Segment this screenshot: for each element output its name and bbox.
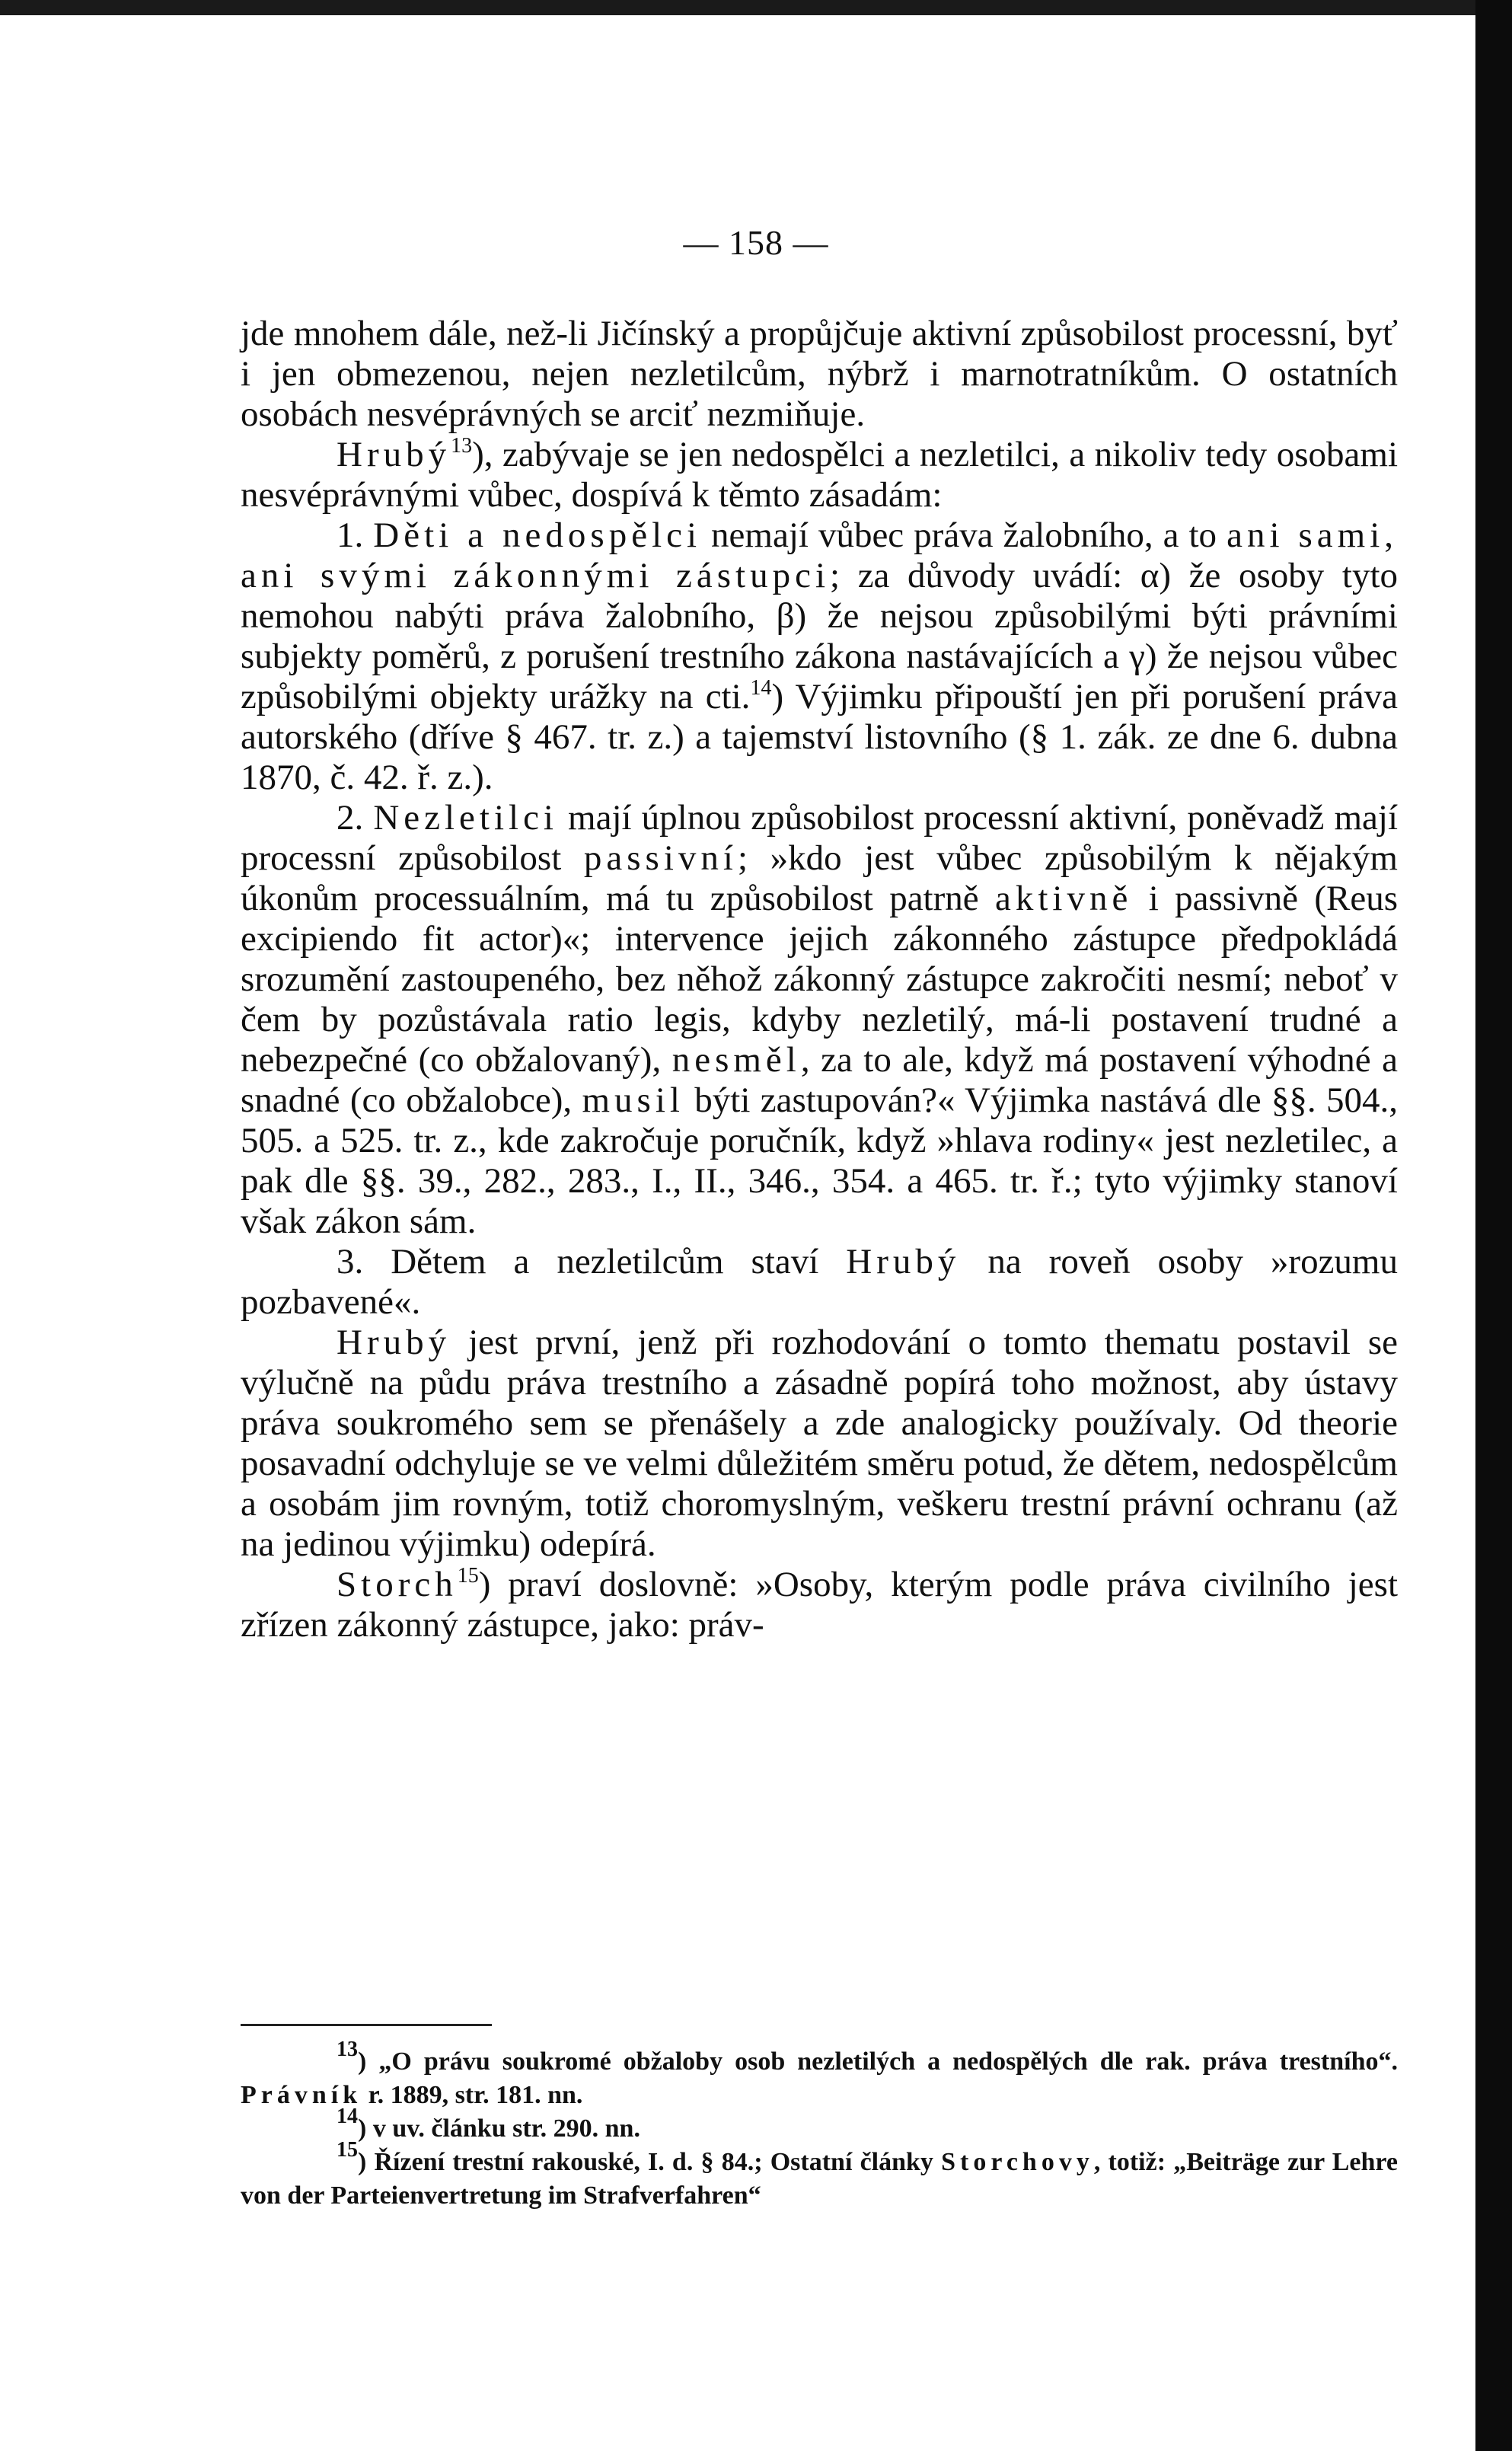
footnote-mark: 14: [337, 2105, 358, 2128]
footnote-mark: 13: [337, 2038, 358, 2061]
emphasis: Děti a nedospělci: [373, 515, 702, 555]
scan-top-edge: [0, 0, 1512, 15]
footnote-ref[interactable]: 13: [451, 434, 473, 458]
paragraph-text: ; za důvody uvádí: α) že osoby tyto nemohou nabýti práva žalobního, β) že nejsou způsobilými býti právními subjekty poměrů, z porušení trestního zákona nastávajících a γ) že nejsou vůbec způsobilými objekty urážky na cti.: [241, 556, 1398, 716]
paragraph-5: [241, 1242, 1398, 1323]
paragraph-text: ; »kdo jest vůbec způsobilým k nějakým úkonům processuálním, má tu způsobilost patrně: [241, 838, 1398, 918]
emphasis: ani sami, ani svými zákonnými zástupci: [241, 515, 1399, 595]
emphasis: Nezletilci: [373, 798, 558, 838]
scan-right-edge: [1475, 0, 1512, 2451]
emphasis: Právník: [241, 2081, 362, 2109]
paragraph-text: na roveň osoby »rozumu pozbavené«.: [241, 1242, 1398, 1322]
footnote-text: r. 1889, str. 181. nn.: [362, 2081, 583, 2109]
paragraph-4: [241, 798, 1398, 1242]
author-name: Hrubý: [337, 1323, 451, 1362]
main-text: [241, 314, 1398, 1645]
author-name: Storch: [337, 1565, 458, 1604]
paragraph-text: jest první, jenž při rozhodování o tomto thematu postavil se výlučně na půdu práva trestního a zásadně popírá toho možnost, aby ústavy práva soukromého sem se přenášely a zde analogicky používaly. Od theorie posavadní odchyluje se ve velmi důležitém směru potud, že dětem, nedospělcům a osobám jim rovným, totiž choromyslným, veškeru trestní právní ochranu (až na jedinou výjimku) odepírá.: [241, 1323, 1398, 1564]
footnote-text: , totiž: „Beiträge zur Lehre von der Parteienvertretung im Strafverfahren“: [241, 2148, 1398, 2210]
footnotes: [241, 2038, 1398, 2213]
paragraph-6: [241, 1323, 1398, 1565]
emphasis: passivní: [583, 838, 738, 878]
paragraph-text: ) praví doslovně: »Osoby, kterým podle práva civilního jest zřízen zákonný zástupce, jako: práv-: [241, 1565, 1398, 1645]
emphasis: aktivně: [995, 879, 1133, 918]
paragraph-7: [241, 1565, 1398, 1645]
emphasis: musil: [582, 1080, 684, 1120]
footnote-divider: [241, 2024, 492, 2026]
footnote-text: ) v uv. článku str. 290. nn.: [358, 2114, 640, 2143]
list-number: 1.: [337, 515, 374, 555]
footnote-ref[interactable]: 14: [750, 676, 772, 700]
emphasis: nesměl: [671, 1040, 801, 1080]
paragraph-1: jde mnohem dále, než-li Jičínský a propůjčuje aktivní způsobilost processní, byť i jen obmezenou, nejen nezletilcům, nýbrž i marnotratníkům. O ostatních osobách nesvéprávných se arciť nezmiňuje.: [241, 314, 1398, 434]
footnote-ref[interactable]: 15: [457, 1564, 479, 1588]
paragraph-text: i passivně (Reus excipiendo fit actor)«; intervence jejich zákonného zástupce předpokládá srozumění zastoupeného, bez něhož zákonný zástupce zakročiti nesmí; neboť v čem by pozůstávala ratio legis, kdyby nezletilý, má-li postavení trudné a nebezpečné (co obžalovaný),: [241, 879, 1398, 1080]
footnote-14: [241, 2105, 1398, 2146]
list-number: 2.: [337, 798, 374, 838]
paragraph-text: mají úplnou způsobilost processní aktivní, poněvadž mají processní způsobilost: [241, 798, 1399, 878]
author-name: Hrubý: [337, 435, 451, 474]
paragraph-2: [241, 435, 1398, 515]
footnote-text: ) „O právu soukromé obžaloby osob nezletilých a nedospělých dle rak. práva trestního“.: [358, 2047, 1398, 2076]
paragraph-text: nemají vůbec práva žalobního, a to: [701, 515, 1227, 555]
paragraph-3: [241, 515, 1398, 798]
paragraph-text: , za to ale, když má postavení výhodné a snadné (co obžalobce),: [241, 1040, 1398, 1120]
paragraph-text: ) Výjimku připouští jen při porušení práva autorského (dříve § 467. tr. z.) a tajemství listovního (§ 1. zák. ze dne 6. dubna 1870, č. 42. ř. z.).: [241, 677, 1398, 797]
footnote-15: [241, 2138, 1398, 2213]
footnote-13: [241, 2038, 1398, 2112]
paragraph-text: býti zastupován?« Výjimka nastává dle §§. 504., 505. a 525. tr. z., kde zakročuje poručník, když »hlava rodiny« jest nezletilec, a pak dle §§. 39., 282., 283., I., II., 346., 354. a 465. tr. ř.; tyto výjimky stanoví však zákon sám.: [241, 1080, 1398, 1241]
page-number: — 158 —: [683, 223, 829, 262]
paragraph-text: 3. Dětem a nezletilcům staví: [337, 1242, 847, 1281]
author-name: Hrubý: [846, 1242, 961, 1281]
paragraph-text: ), zabývaje se jen nedospělci a nezletilci, a nikoliv tedy osobami nesvéprávnými vůbec, dospívá k těmto zásadám:: [241, 435, 1398, 515]
footnote-mark: 15: [337, 2138, 358, 2162]
author-name: Storchovy: [941, 2148, 1094, 2176]
footnote-text: ) Řízení trestní rakouské, I. d. § 84.; Ostatní články: [358, 2148, 942, 2176]
